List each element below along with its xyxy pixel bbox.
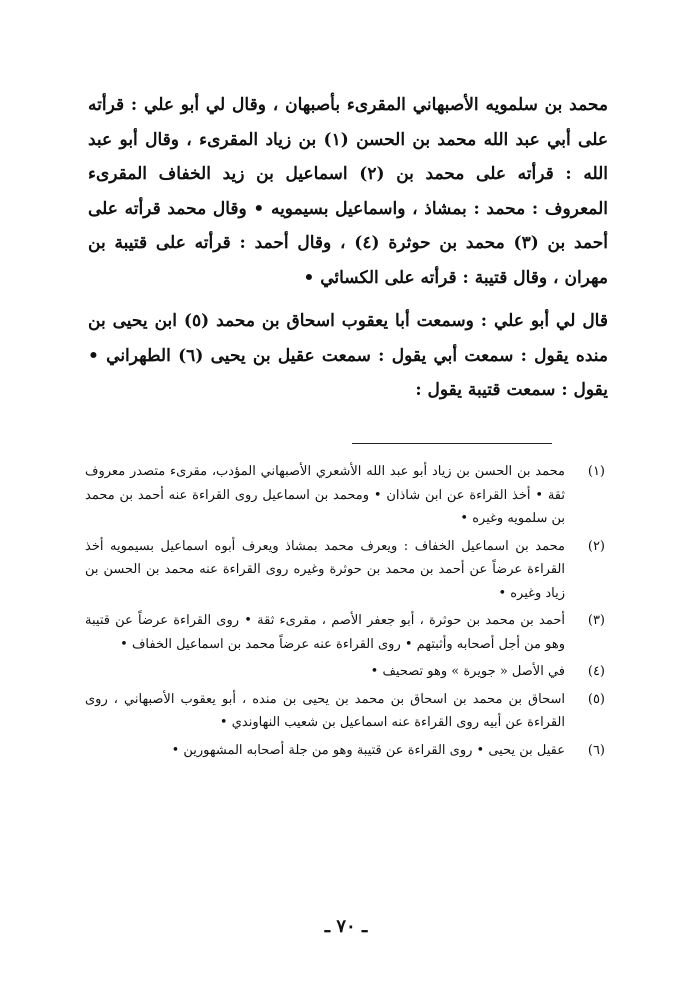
footnote-text: أحمد بن محمد بن حوثرة ، أبو جعفر الأصم ، مقرىء ثقة • روى القراءة عرضاً عن قتيبة وهو من أجل أصحابه وأثبتهم • روى القراءة عنه عرضاً محمد بن اسماعيل الخفاف • <box>85 613 565 652</box>
footnote-text: محمد بن اسماعيل الخفاف : ويعرف محمد بمشاذ ويعرف أبوه اسماعيل بسيمويه أخذ القراءة عرضاً عن أحمد بن محمد بن حوثرة وغيره روى القراءة عنه محمد بن الحسن بن زياد وغيره • <box>85 538 565 601</box>
footnotes <box>85 460 605 766</box>
footnote-number: (٤) <box>587 664 605 679</box>
footnote-text: عقيل بن يحيى • روى القراءة عن قتيبة وهو من جلة أصحابه المشهورين • <box>171 742 565 758</box>
footnote-text: في الأصل « جويرة » وهو تصحيف • <box>370 664 565 679</box>
footnote-number: (٦) <box>587 742 605 758</box>
footnote-text: اسحاق بن محمد بن اسحاق بن محمد بن يحيى بن منده ، أبو يعقوب الأصبهاني ، روى القراءة عن أبيه روى القراءة عنه اسماعيل بن شعيب النهاوندي • <box>85 691 565 730</box>
footnote-1 <box>85 460 605 531</box>
footnote-number: (٥) <box>587 691 605 707</box>
footnote-4 <box>85 660 605 684</box>
paragraph-text: محمد بن سلمويه الأصبهاني المقرىء بأصبهان ، وقال لي أبو علي : قرأته على أبي عبد الله محمد بن الحسن (١) بن زياد المقرىء ، وقال أبو عبد الله : قرأته على محمد بن (٢) اسماعيل بن زيد الخفاف المقرىء المعروف : محمد : بمشاذ ، واسماعيل بسيمويه • وقال محمد قرأته على أحمد بن (٣) محمد بن حوثرة (٤) ، وقال أحمد : قرأته على قتيبة بن مهران ، وقال قتيبة : قرأته على الكسائي • <box>88 95 608 288</box>
footnote-number: (٢) <box>587 538 605 554</box>
footnote-number: (٣) <box>587 613 605 628</box>
main-paragraph-2 <box>88 304 608 408</box>
footnote-text: محمد بن الحسن بن زياد أبو عبد الله الأشعري الأصبهاني المؤدب، مقرىء متصدر معروف ثقة • أخذ القراءة عن ابن شاذان • ومحمد بن اسماعيل روى القراءة عنه أحمد بن محمد بن سلمويه وغيره • <box>85 464 565 526</box>
footnote-3 <box>85 609 605 656</box>
paragraph-text: قال لي أبو علي : وسمعت أبا يعقوب اسحاق بن محمد (٥) ابن يحيى بن منده يقول : سمعت أبي يقول : سمعت عقيل بن يحيى (٦) الطهراني • يقول : سمعت قتيبة يقول : <box>88 311 608 400</box>
footnote-5 <box>85 688 605 735</box>
footnote-divider <box>352 443 552 444</box>
page-number: ـ ٧٠ ـ <box>324 916 368 937</box>
footnote-2 <box>85 535 605 606</box>
main-paragraph-1 <box>88 88 608 295</box>
footnote-6 <box>85 739 605 763</box>
footnote-number: (١) <box>587 464 605 479</box>
